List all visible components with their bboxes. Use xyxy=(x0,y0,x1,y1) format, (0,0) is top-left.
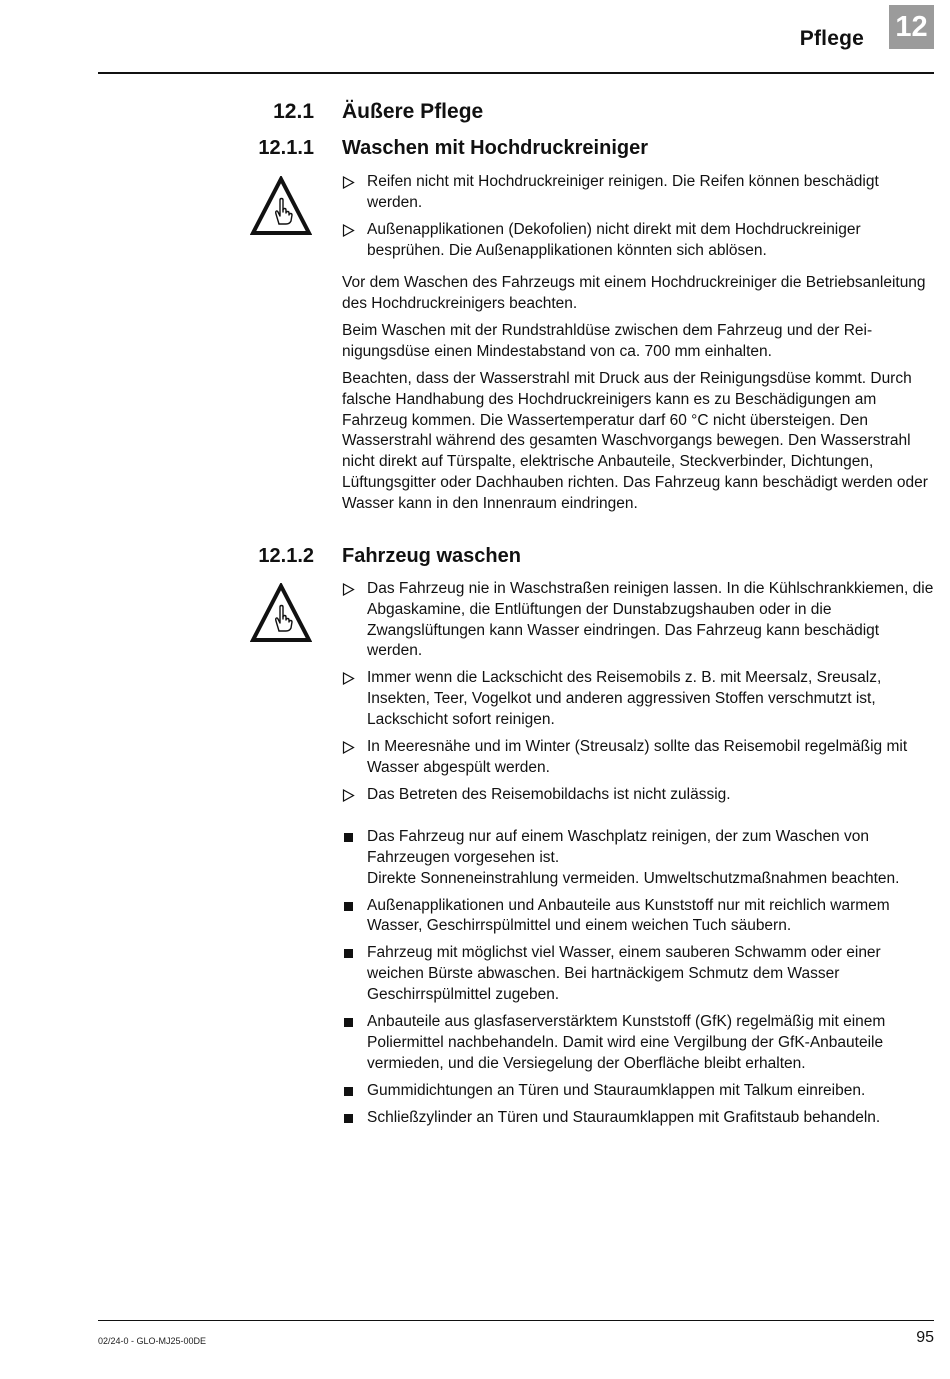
subsection-number: 12.1.1 xyxy=(258,137,314,159)
step-item xyxy=(342,1108,934,1129)
warning-text: In Meeresnähe und im Winter (Streusalz) sollte das Reisemobil regelmäßig mit Wasser abgespült werden. xyxy=(367,737,908,776)
triangle-bullet-icon xyxy=(342,224,355,237)
triangle-bullet-icon xyxy=(342,672,355,685)
chapter-number-badge: 12 xyxy=(889,5,934,49)
warning-item xyxy=(342,785,934,806)
header-rule xyxy=(98,72,934,74)
square-bullet-icon xyxy=(344,902,353,911)
square-bullet-icon xyxy=(344,949,353,958)
triangle-bullet-icon xyxy=(342,789,355,802)
step-text: Außenapplikationen und Anbauteile aus Kunststoff nur mit reichlich warmem Wasser, Geschirrspülmittel und einem weichen Tuch säubern. xyxy=(367,896,890,935)
step-text: Schließzylinder an Türen und Stauraumklappen mit Grafitstaub behandeln. xyxy=(367,1108,881,1126)
triangle-bullet-icon xyxy=(342,741,355,754)
page-number: 95 xyxy=(916,1329,934,1346)
warning-text: Außenapplikationen (Dekofolien) nicht direkt mit dem Hochdruckreiniger besprühen. Die Außenapplikationen könnten sich ablösen. xyxy=(367,220,861,259)
subsection-title: Waschen mit Hochdruckreiniger xyxy=(342,137,648,159)
paragraph: Vor dem Waschen des Fahrzeugs mit einem Hochdruckreiniger die Betriebsanleitung des Hochdruckreinigers beachten. xyxy=(342,274,926,312)
warning-text: Das Fahrzeug nie in Waschstraßen reinigen lassen. In die Kühlschrankkiemen, die Abgaskamine, die Entlüftungen der Dunstabzugshauben oder in die Zwangslüftungen kann Wasser eindringen. Das Fahrzeug kann beschädigt werden. xyxy=(367,580,934,660)
subsection-title: Fahrzeug waschen xyxy=(342,545,521,567)
square-bullet-icon xyxy=(344,833,353,842)
paragraph: Beachten, dass der Wasserstrahl mit Druck aus der Reinigungsdüse kommt. Durch falsche Handhabung des Hochdruckreinigers kann es zu Beschädigungen am Fahrzeug kommen. Die Wassertemperatur darf 60 °C nicht übersteigen. Den Wasserstrahl während des gesamten Waschvorgangs bewegen. Den Wasserstrahl nicht direkt auf Türspalte, elektrische Anbauteile, Steckverbinder, Dichtungen, Lüftungsgitter oder Dachhauben richten. Das Fahrzeug kann beschädigt werden oder Wasser kann in den Innenraum eindringen. xyxy=(342,370,928,512)
step-text: Fahrzeug mit möglichst viel Wasser, einem sauberen Schwamm oder einer weichen Bürste abwaschen. Bei hartnäckigem Schmutz dem Wasser Geschirrspülmittel zugeben. xyxy=(367,944,881,1003)
warning-item xyxy=(342,737,934,779)
warning-hand-icon xyxy=(250,176,312,236)
square-bullet-icon xyxy=(344,1087,353,1096)
warning-hand-icon xyxy=(250,583,312,643)
paragraph: Beim Waschen mit der Rundstrahldüse zwischen dem Fahrzeug und der Reinigungsdüse einen Mindestabstand von ca. 700 mm einhalten. xyxy=(342,322,873,360)
step-item xyxy=(342,1012,934,1074)
step-text: Das Fahrzeug nur auf einem Waschplatz reinigen, der zum Waschen von Fahrzeugen vorgesehen ist. xyxy=(367,828,869,866)
warning-list-vehicle-washing xyxy=(342,579,934,812)
footer-rule xyxy=(98,1320,934,1321)
square-bullet-icon xyxy=(344,1114,353,1123)
warning-item xyxy=(342,172,934,214)
step-text: Gummidichtungen an Türen und Stauraumklappen mit Talkum einreiben. xyxy=(367,1081,866,1099)
chapter-title: Pflege xyxy=(799,27,864,50)
step-item xyxy=(342,896,934,938)
step-text: Anbauteile aus glasfaserverstärktem Kunststoff (GfK) regelmäßig mit einem Poliermittel nachbehandeln. Damit wird eine Vergilbung der GfK-Anbauteile vermieden, und die Versiegelung der Oberfläche bleibt erhalten. xyxy=(367,1012,886,1072)
step-text-continuation: Direkte Sonneneinstrahlung vermeiden. Umweltschutzmaßnahmen beachten. xyxy=(367,869,900,887)
instruction-steps-list xyxy=(342,827,934,1134)
section-number: 12.1 xyxy=(273,100,314,123)
square-bullet-icon xyxy=(344,1018,353,1027)
warning-item xyxy=(342,579,934,662)
step-item xyxy=(342,943,934,1005)
warning-text: Reifen nicht mit Hochdruckreiniger reinigen. Die Reifen können beschädigt werden. xyxy=(367,173,879,211)
warning-text: Immer wenn die Lackschicht des Reisemobils z. B. mit Meersalz, Sreusalz, Insekten, Teer, Vogelkot und anderen aggressiven Stoffen verschmutzt ist, Lackschicht sofort reinigen. xyxy=(367,669,882,728)
section-title: Äußere Pflege xyxy=(342,100,484,123)
step-item xyxy=(342,1081,934,1102)
triangle-bullet-icon xyxy=(342,583,355,596)
warning-list-washing-pressure xyxy=(342,172,934,268)
subsection-number: 12.1.2 xyxy=(258,545,314,567)
warning-item xyxy=(342,668,934,730)
warning-text: Das Betreten des Reisemobildachs ist nicht zulässig. xyxy=(367,785,731,803)
document-code: 02/24-0 - GLO-MJ25-00DE xyxy=(98,1336,207,1346)
triangle-bullet-icon xyxy=(342,176,355,189)
warning-item xyxy=(342,220,934,262)
step-item xyxy=(342,827,934,889)
